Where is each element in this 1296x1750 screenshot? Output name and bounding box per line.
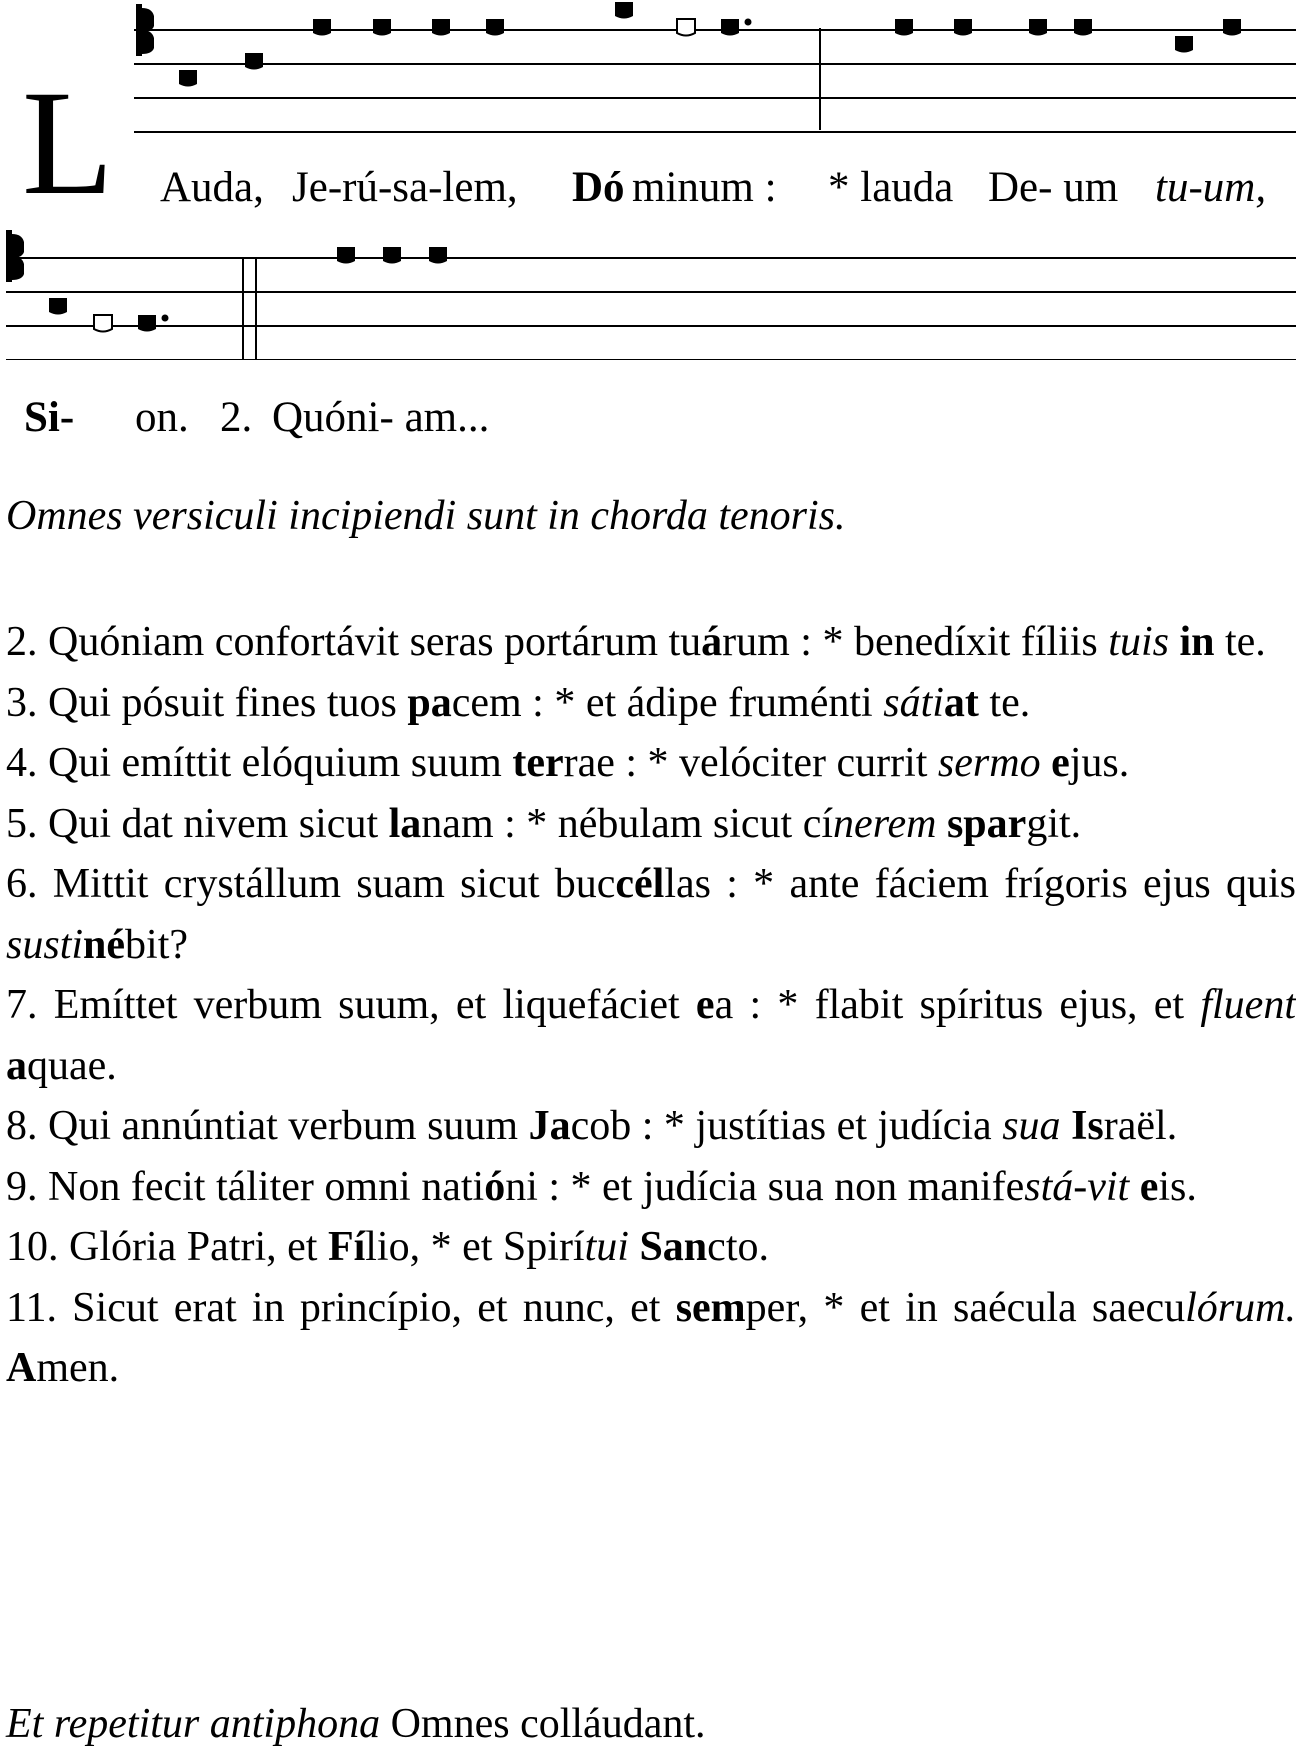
verse-text-run: a : * flabit spíritus ejus, et [714, 982, 1201, 1028]
verse-text-run: las : * ante fáciem frígoris ejus quis [664, 861, 1296, 907]
verse-text-run: 10. Glória Patri, et [6, 1224, 328, 1270]
verse-text-run: sermo [937, 740, 1041, 786]
verse-text-run [936, 801, 947, 847]
psalm-verse [6, 733, 1296, 794]
verse-text-run: Et repetitur antiphona [6, 1701, 381, 1747]
closing-rubric [6, 1700, 706, 1748]
verse-text-run: fluent [1200, 982, 1296, 1028]
punctum-note [313, 19, 331, 36]
punctum-note [1223, 19, 1241, 36]
verse-text-run: 2. Quóniam confortávit seras portárum tu [6, 619, 702, 665]
verse-text-run: né [83, 921, 126, 968]
staff-2-notes [49, 247, 447, 332]
verse-text-run: bit? [125, 921, 189, 968]
verse-text-run: nam : * nébulam sicut cí [421, 800, 834, 847]
verse-text-run [1169, 619, 1180, 665]
verse-text-run: 7. Emíttet verbum suum, et liquefáciet [6, 982, 696, 1028]
punctum-note [373, 19, 391, 36]
mora-dot [162, 315, 169, 322]
psalm-verse [6, 673, 1296, 734]
punctum-note [49, 298, 67, 315]
punctum-note [1175, 36, 1193, 53]
rubric-instruction: Omnes versiculi incipiendi sunt in chorda tenoris. [6, 493, 846, 539]
lyric-syllable: Je-rú-sa-lem, [292, 164, 518, 211]
verse-text-run: e [695, 982, 715, 1028]
verse-text-run: raël. [1103, 1103, 1178, 1149]
verse-text-run: men. [36, 1345, 120, 1391]
verse-text-run: ter [512, 740, 564, 786]
verse-text-run: 11. Sicut erat in princípio, et nunc, et [6, 1284, 676, 1331]
verse-text-run: Ja [528, 1103, 571, 1149]
punctum-note [721, 19, 739, 36]
verse-text-run: rae : * velóciter currit [563, 740, 938, 786]
punctum-note [895, 19, 913, 36]
verse-text-run: sem [675, 1284, 746, 1331]
drop-initial: L [22, 60, 114, 226]
punctum-note [1074, 19, 1092, 36]
punctum-note [429, 247, 447, 264]
verse-text-run [1129, 1164, 1140, 1210]
verse-text-run [629, 1224, 640, 1270]
psalm-verse [6, 1157, 1296, 1218]
verse-text-run: lio, * et Spirí [365, 1224, 585, 1270]
verse-text-run: tuis [1108, 619, 1169, 665]
staff-2-lines [6, 258, 1296, 360]
punctum-note [486, 19, 504, 36]
verse-text-run: e [1139, 1163, 1159, 1210]
verse-text-run: at [943, 679, 979, 726]
verse-text-run: quae. [27, 1042, 117, 1089]
verse-text-run: te. [1214, 619, 1266, 665]
staff-1-lines [134, 30, 1296, 132]
punctum-note [615, 2, 633, 19]
verse-text-run: 4. Qui emíttit elóquium suum [6, 740, 513, 786]
verse-text-run: tui [584, 1224, 629, 1270]
verse-text-run: jus. [1069, 740, 1130, 786]
punctum-note [1029, 19, 1047, 36]
verse-text-run: 8. Qui annúntiat verbum suum [6, 1103, 529, 1149]
punctum-note [245, 53, 263, 70]
verse-text-run: San [639, 1224, 708, 1270]
lyric-syllable: De- um [988, 164, 1119, 211]
punctum-note [432, 19, 450, 36]
punctum-note [954, 19, 972, 36]
verse-text-run: cem : * et ádipe fruménti [451, 679, 884, 726]
quilisma-note [677, 19, 695, 36]
lyric-syllable: Si- [24, 394, 75, 441]
psalm-verse [6, 794, 1296, 855]
lyric-syllable: * lauda [828, 164, 954, 211]
do-clef-2 [6, 230, 24, 282]
mora-dot [745, 19, 752, 26]
verse-text-run: in [1179, 619, 1215, 665]
verse-text-run: 5. Qui dat nivem sicut [6, 800, 389, 847]
verse-text-run: per, * et in saécula saecu [745, 1284, 1186, 1331]
staff-line-1 [0, 0, 1296, 140]
verse-text-run: Omnes colláudant. [380, 1701, 706, 1747]
verse-text-run: Is [1071, 1103, 1104, 1149]
punctum-note [138, 315, 156, 332]
verse-text-run: te. [978, 679, 1031, 726]
verse-text-run [1061, 1103, 1072, 1149]
verse-text-run [1041, 740, 1052, 786]
verse-text-run: nerem [833, 800, 937, 847]
psalm-verse [6, 612, 1296, 673]
staff-1-notes [179, 2, 1241, 87]
punctum-note [383, 247, 401, 264]
verse-text-run: pa [407, 679, 452, 726]
verse-text-run: rum : * benedíxit fíliis [722, 619, 1109, 665]
punctum-note [179, 70, 197, 87]
verse-text-run: e [1051, 740, 1070, 786]
verse-text-run: 6. Mittit crystállum suam sicut buc [6, 861, 616, 907]
psalm-verse [6, 854, 1296, 975]
verse-text-run: susti [6, 921, 84, 968]
double-bar-line [243, 258, 256, 360]
verse-text-run: ó [484, 1163, 506, 1210]
verse-text-run: spar [946, 800, 1027, 847]
lyric-syllable: tu-um, [1155, 164, 1267, 211]
verse-text-run: a [6, 1042, 27, 1089]
verse-text-run: á [701, 619, 723, 665]
psalm-verses [6, 612, 1296, 1399]
lyric-syllable: Dó [572, 164, 625, 211]
verse-text-run: 3. Qui pósuit fines tuos [6, 679, 408, 726]
quilisma-note [94, 315, 112, 332]
lyric-syllable: Quóni- am... [272, 394, 490, 441]
lyric-syllable: Auda, [160, 164, 264, 211]
verse-text-run: Fí [327, 1224, 366, 1270]
verse-text-run: stá-vit [1024, 1163, 1130, 1210]
verse-text-run: la [388, 800, 422, 847]
staff-line-2 [0, 220, 1296, 360]
verse-text-run: is. [1158, 1163, 1197, 1210]
verse-text-run: cob : * justítias et judícia [570, 1103, 1003, 1149]
lyric-syllable: on. [135, 394, 189, 441]
verse-text-run: 9. Non fecit táliter omni nati [6, 1163, 485, 1210]
psalm-verse [6, 1217, 1296, 1278]
verse-text-run: sáti [883, 679, 944, 726]
verse-text-run: ni : * et judícia sua non manife [505, 1163, 1025, 1210]
punctum-note [337, 247, 355, 264]
verse-text-run: git. [1026, 800, 1082, 847]
verse-text-run: sua [1002, 1103, 1061, 1149]
verse-text-run: A [6, 1345, 37, 1391]
psalm-verse [6, 1096, 1296, 1157]
psalm-verse [6, 975, 1296, 1096]
verse-text-run: cél [615, 861, 665, 907]
verse-text-run: cto. [707, 1224, 769, 1270]
verse-text-run: lórum. [1185, 1284, 1296, 1331]
lyric-syllable: minum : [632, 164, 777, 211]
psalm-verse [6, 1278, 1296, 1399]
lyric-syllable: 2. [220, 394, 253, 441]
